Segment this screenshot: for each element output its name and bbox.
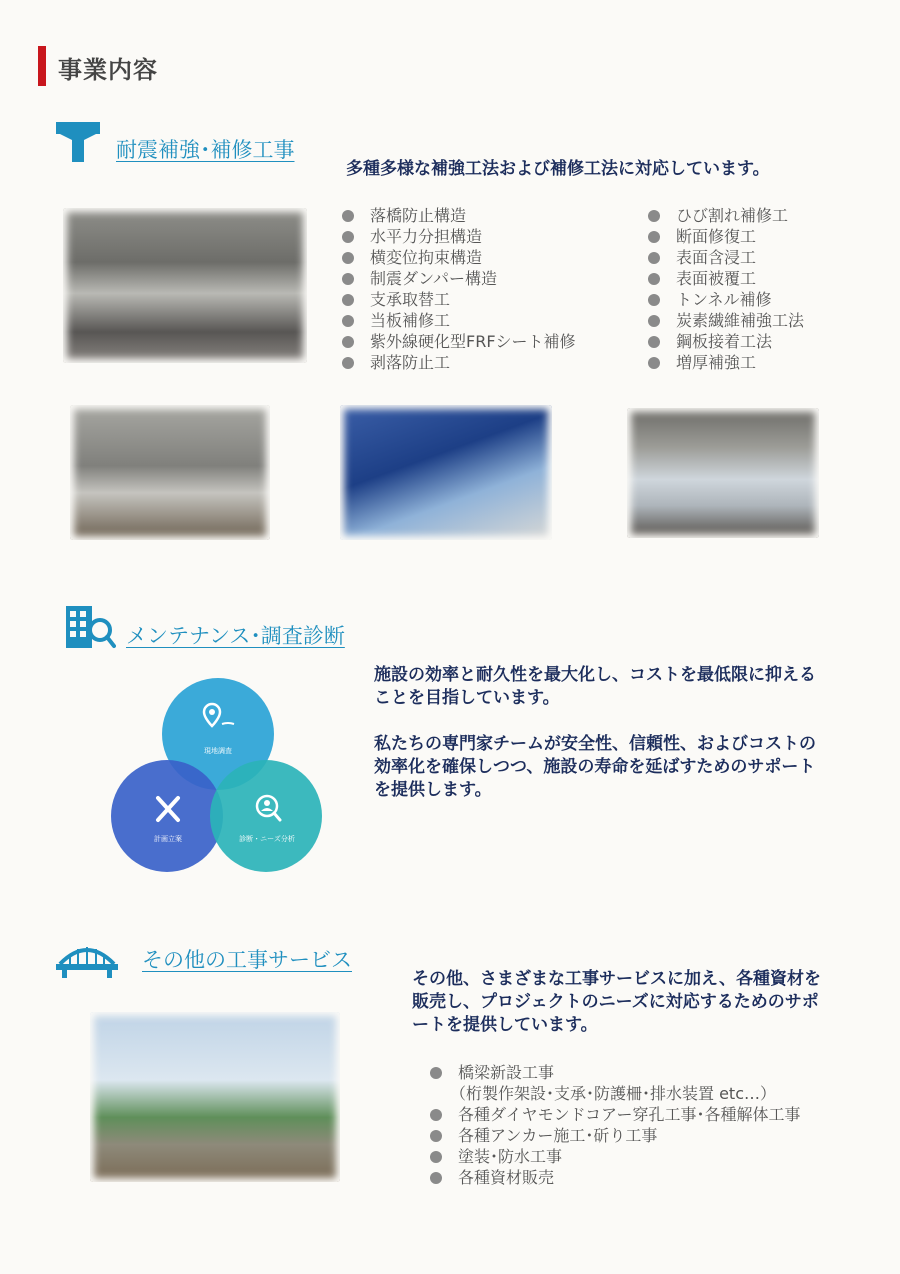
- list-item: 落橋防止構造: [340, 205, 576, 226]
- list-item: 各種資材販売: [428, 1167, 801, 1188]
- photo-bearing-closeup: [70, 405, 270, 540]
- list-item-note: （桁製作架設･支承･防護柵･排水装置 etc…）: [450, 1084, 777, 1103]
- section-title-maintenance: メンテナンス･調査診断: [126, 624, 345, 648]
- venn-label-diagnosis: 診断・ニーズ分析: [239, 835, 295, 843]
- list-item: 炭素繊維補強工法: [646, 310, 804, 331]
- tools-icon: [148, 794, 188, 830]
- photo-bridge-construction: [90, 1012, 340, 1182]
- search-person-icon: [247, 792, 287, 830]
- list-item: 増厚補強工: [646, 352, 804, 373]
- list-item: 橋梁新設工事: [428, 1062, 801, 1083]
- building-search-icon: [64, 604, 116, 650]
- list-item: 当板補修工: [340, 310, 576, 331]
- bridge-icon: [56, 942, 118, 978]
- venn-label-planning: 計画立案: [154, 835, 182, 843]
- list-item: 剥落防止工: [340, 352, 576, 373]
- list-item: 鋼板接着工法: [646, 331, 804, 352]
- list-item: 各種ダイヤモンドコアー穿孔工事･各種解体工事: [428, 1104, 801, 1125]
- seismic-lead: 多種多様な補強工法および補修工法に対応しています。: [346, 159, 770, 179]
- list-item: 表面被覆工: [646, 268, 804, 289]
- list-item: 断面修復工: [646, 226, 804, 247]
- venn-label-survey: 現地調査: [204, 747, 232, 755]
- list-item: 各種アンカー施工･斫り工事: [428, 1125, 801, 1146]
- section-title-seismic: 耐震補強･補修工事: [116, 138, 295, 162]
- location-pin-icon: [198, 702, 238, 738]
- list-item: 水平力分担構造: [340, 226, 576, 247]
- other-service-list: [428, 1062, 801, 1188]
- list-item: 支承取替工: [340, 289, 576, 310]
- maintenance-lead: [374, 664, 824, 802]
- list-item: 表面含浸工: [646, 247, 804, 268]
- list-item: 紫外線硬化型FRFシート補修: [340, 331, 576, 352]
- list-item: トンネル補修: [646, 289, 804, 310]
- list-item: ひび割れ補修工: [646, 205, 804, 226]
- photo-seismic-bearing: [63, 208, 307, 363]
- other-lead: その他、さまざまな工事サービスに加え、各種資材を販売し、プロジェクトのニーズに対応するためのサポートを提供しています。: [412, 969, 822, 1035]
- list-item: 横変位拘束構造: [340, 247, 576, 268]
- section-title-other: その他の工事サービス: [142, 948, 352, 972]
- photo-steel-girder: [627, 408, 819, 538]
- list-item: 塗装･防水工事: [428, 1146, 801, 1167]
- maintenance-lead-1: 施設の効率と耐久性を最大化し、コストを最低限に抑えることを目指しています。: [374, 665, 816, 708]
- list-item: 制震ダンパー構造: [340, 268, 576, 289]
- seismic-list-left: [340, 205, 576, 373]
- t-beam-icon: [56, 122, 100, 162]
- seismic-list-right: [646, 205, 804, 373]
- page-title: 事業内容: [58, 56, 158, 84]
- maintenance-lead-2: 私たちの専門家チームが安全性、信頼性、およびコストの効率化を確保しつつ、施設の寿命を延ばすためのサポートを提供します。: [374, 734, 816, 800]
- title-accent-bar: [38, 46, 46, 86]
- photo-sheet-repair: [340, 405, 552, 540]
